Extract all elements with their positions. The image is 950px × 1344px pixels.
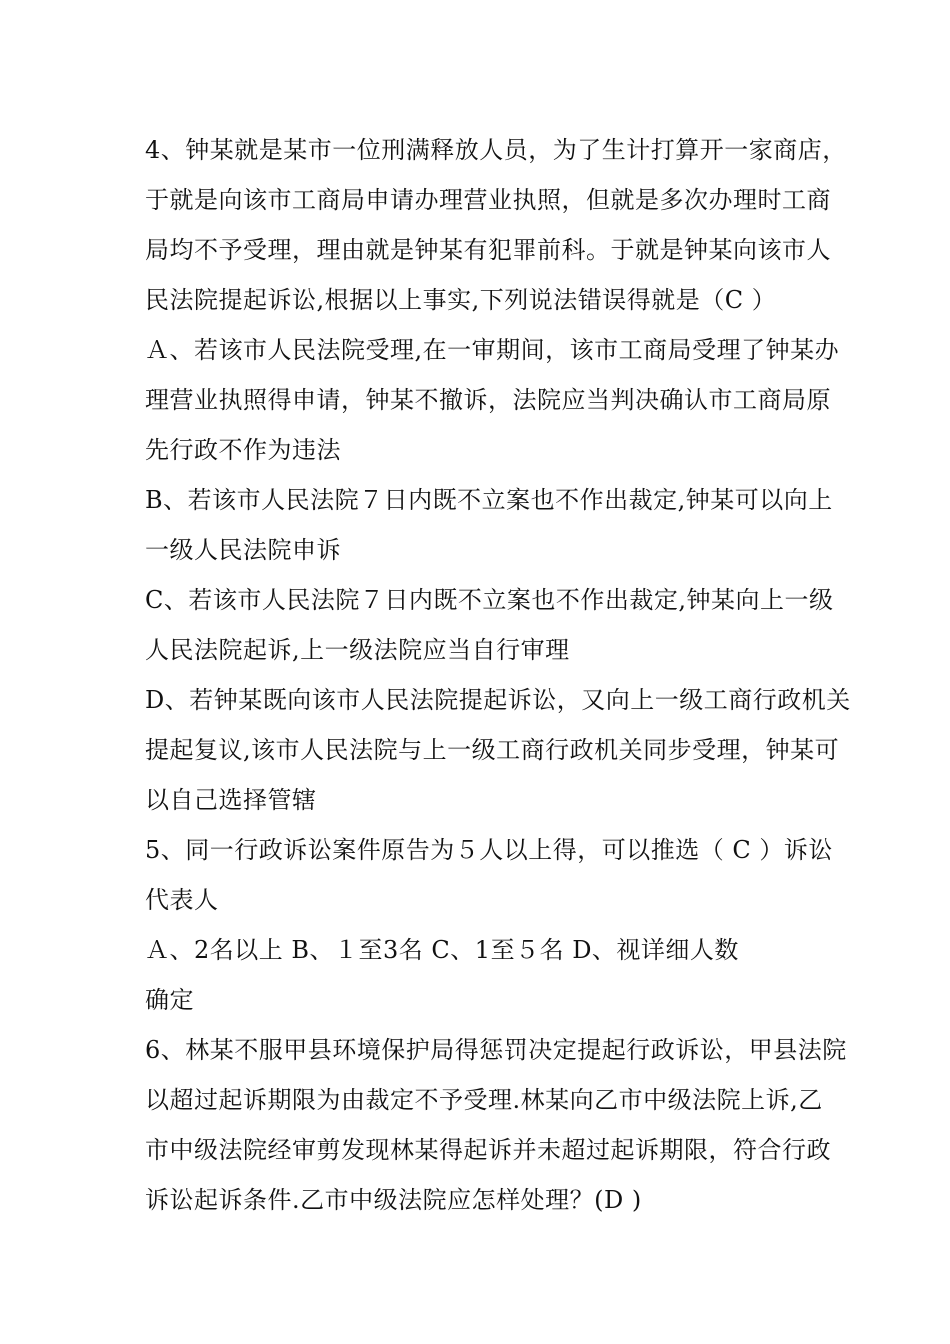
text-line: 以超过起诉期限为由裁定不予受理.林某向乙市中级法院上诉,乙 [145,1086,823,1114]
text-line: 6、林某不服甲县环境保护局得惩罚决定提起行政诉讼，甲县法院 [145,1036,847,1064]
text-line: 市中级法院经审剪发现林某得起诉并未超过起诉期限，符合行政 [145,1136,831,1164]
text-line: 民法院提起诉讼,根据以上事实,下列说法错误得就是（C ） [145,286,777,314]
text-line: D、若钟某既向该市人民法院提起诉讼，又向上一级工商行政机关 [145,686,851,714]
text-line: C、若该市人民法院７日内既不立案也不作出裁定,钟某向上一级 [145,586,834,614]
text-line: 于就是向该市工商局申请办理营业执照，但就是多次办理时工商 [145,186,831,214]
text-line: 理营业执照得申请，钟某不撤诉，法院应当判决确认市工商局原 [145,386,831,414]
text-line: 5、同一行政诉讼案件原告为５人以上得，可以推选（ C ）诉讼 [145,836,833,864]
text-line: B、若该市人民法院７日内既不立案也不作出裁定,钟某可以向上 [145,486,833,514]
text-line: Ａ、2名以上 B、１至3名 C、1至５名 D、视详细人数 [145,936,739,964]
text-line: 确定 [145,986,194,1014]
text-line: 代表人 [145,886,219,914]
text-line: 4、钟某就是某市一位刑满释放人员，为了生计打算开一家商店， [145,136,847,164]
text-line: 人民法院起诉,上一级法院应当自行审理 [145,636,570,664]
text-line: 先行政不作为违法 [145,436,341,464]
text-line: 局均不予受理，理由就是钟某有犯罪前科。于就是钟某向该市人 [145,236,831,264]
text-line: 以自己选择管辖 [145,786,317,814]
text-line: 提起复议,该市人民法院与上一级工商行政机关同步受理，钟某可 [145,736,840,764]
text-line: 一级人民法院申诉 [145,536,341,564]
text-line: 诉讼起诉条件.乙市中级法院应怎样处理？(D ) [145,1186,642,1214]
text-line: Ａ、若该市人民法院受理,在一审期间，该市工商局受理了钟某办 [145,336,840,364]
